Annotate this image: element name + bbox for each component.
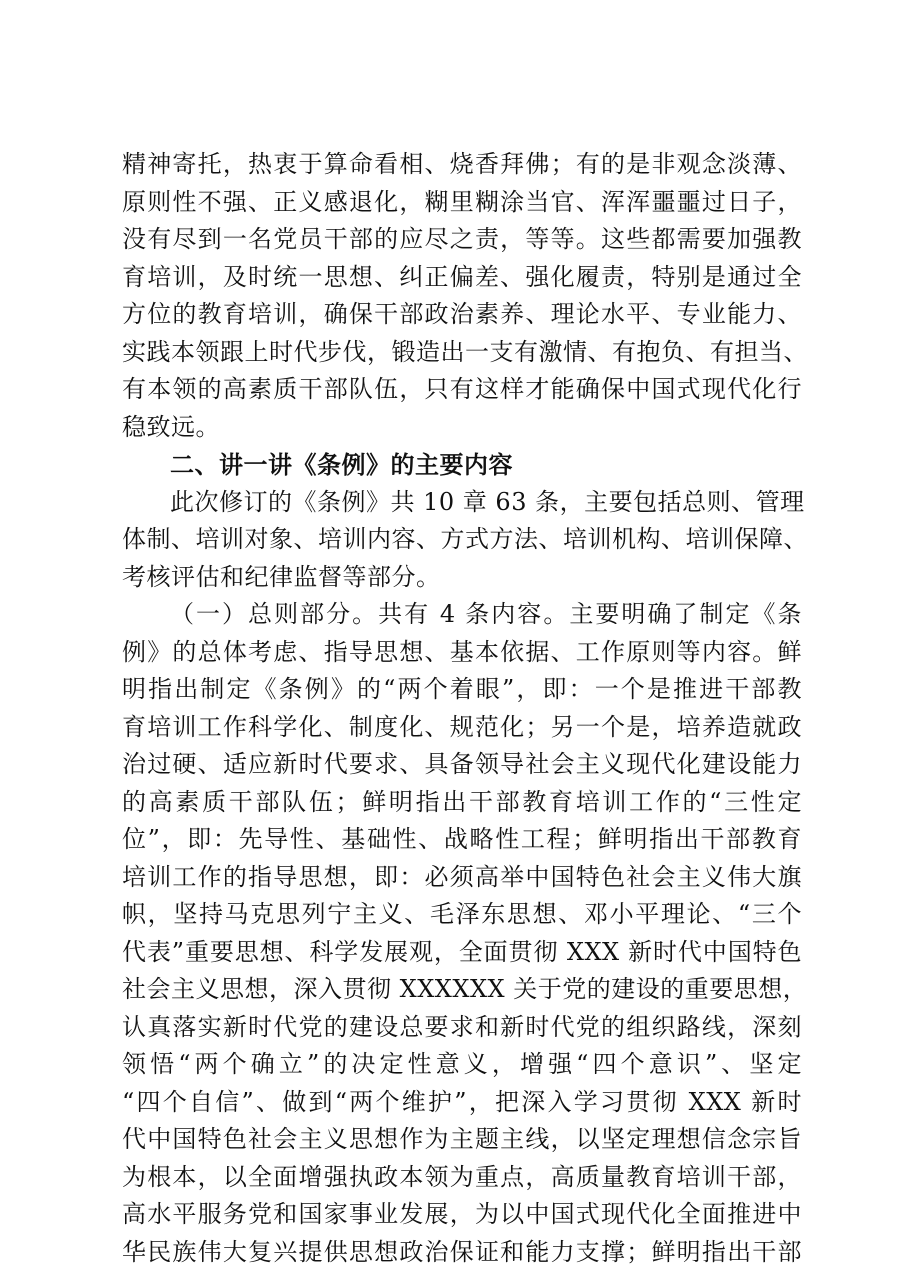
body-line: 有本领的高素质干部队伍，只有这样才能确保中国式现代化行	[122, 375, 802, 403]
body-line: 原则性不强、正义感退化，糊里糊涂当官、浑浑噩噩过日子，	[122, 187, 802, 216]
body-line: 育培训，及时统一思想、纠正偏差、强化履责，特别是通过全	[122, 262, 802, 291]
body-line: 治过硬、适应新时代要求、具备领导社会主义现代化建设能力	[122, 750, 802, 778]
body-line: 例》的总体考虑、指导思想、基本依据、工作原则等内容。鲜	[122, 637, 802, 666]
body-line: “四个自信”、做到“两个维护”，把深入学习贯彻 XXX 新时	[122, 1087, 802, 1116]
body-line: 没有尽到一名党员干部的应尽之责，等等。这些都需要加强教	[122, 225, 802, 253]
section-heading: 二、讲一讲《条例》的主要内容	[170, 450, 513, 479]
body-line: 明指出制定《条例》的“两个着眼”，即：一个是推进干部教	[122, 675, 802, 703]
body-line: 代表”重要思想、科学发展观，全面贯彻 XXX 新时代中国特色	[122, 937, 802, 966]
body-line: 帜，坚持马克思列宁主义、毛泽东思想、邓小平理论、“三个	[122, 900, 802, 928]
body-line: 考核评估和纪律监督等部分。	[122, 562, 441, 591]
body-line: 为根本，以全面增强执政本领为重点，高质量教育培训干部，	[122, 1162, 802, 1191]
body-line: 体制、培训对象、培训内容、方式方法、培训机构、培训保障、	[122, 525, 808, 553]
body-line: 培训工作的指导思想，即：必须高举中国特色社会主义伟大旗	[122, 862, 802, 891]
body-line: 育培训工作科学化、制度化、规范化；另一个是，培养造就政	[122, 712, 802, 741]
body-line: 实践本领跟上时代步伐，锻造出一支有激情、有抱负、有担当、	[122, 337, 808, 366]
body-line: 此次修订的《条例》共 10 章 63 条，主要包括总则、管理	[170, 487, 805, 516]
body-line: 的高素质干部队伍；鲜明指出干部教育培训工作的“三性定	[122, 787, 802, 816]
body-line: 位”，即：先导性、基础性、战略性工程；鲜明指出干部教育	[122, 825, 802, 853]
body-line: 领悟“两个确立”的决定性意义，增强“四个意识”、坚定	[122, 1050, 802, 1078]
body-line: 华民族伟大复兴提供思想政治保证和能力支撑；鲜明指出干部	[122, 1237, 802, 1266]
body-line: 代中国特色社会主义思想作为主题主线，以坚定理想信念宗旨	[122, 1125, 802, 1153]
body-line: 精神寄托，热衷于算命看相、烧香拜佛；有的是非观念淡薄、	[122, 150, 802, 178]
subsection-line: （一）总则部分。共有 4 条内容。主要明确了制定《条	[170, 600, 802, 628]
body-line: 社会主义思想，深入贯彻 XXXXXX 关于党的建设的重要思想，	[122, 975, 808, 1003]
body-line: 高水平服务党和国家事业发展，为以中国式现代化全面推进中	[122, 1200, 802, 1228]
body-line: 方位的教育培训，确保干部政治素养、理论水平、专业能力、	[122, 300, 802, 328]
body-line: 稳致远。	[122, 412, 220, 441]
document-body	[122, 146, 808, 1271]
body-line: 认真落实新时代党的建设总要求和新时代党的组织路线，深刻	[122, 1012, 802, 1041]
